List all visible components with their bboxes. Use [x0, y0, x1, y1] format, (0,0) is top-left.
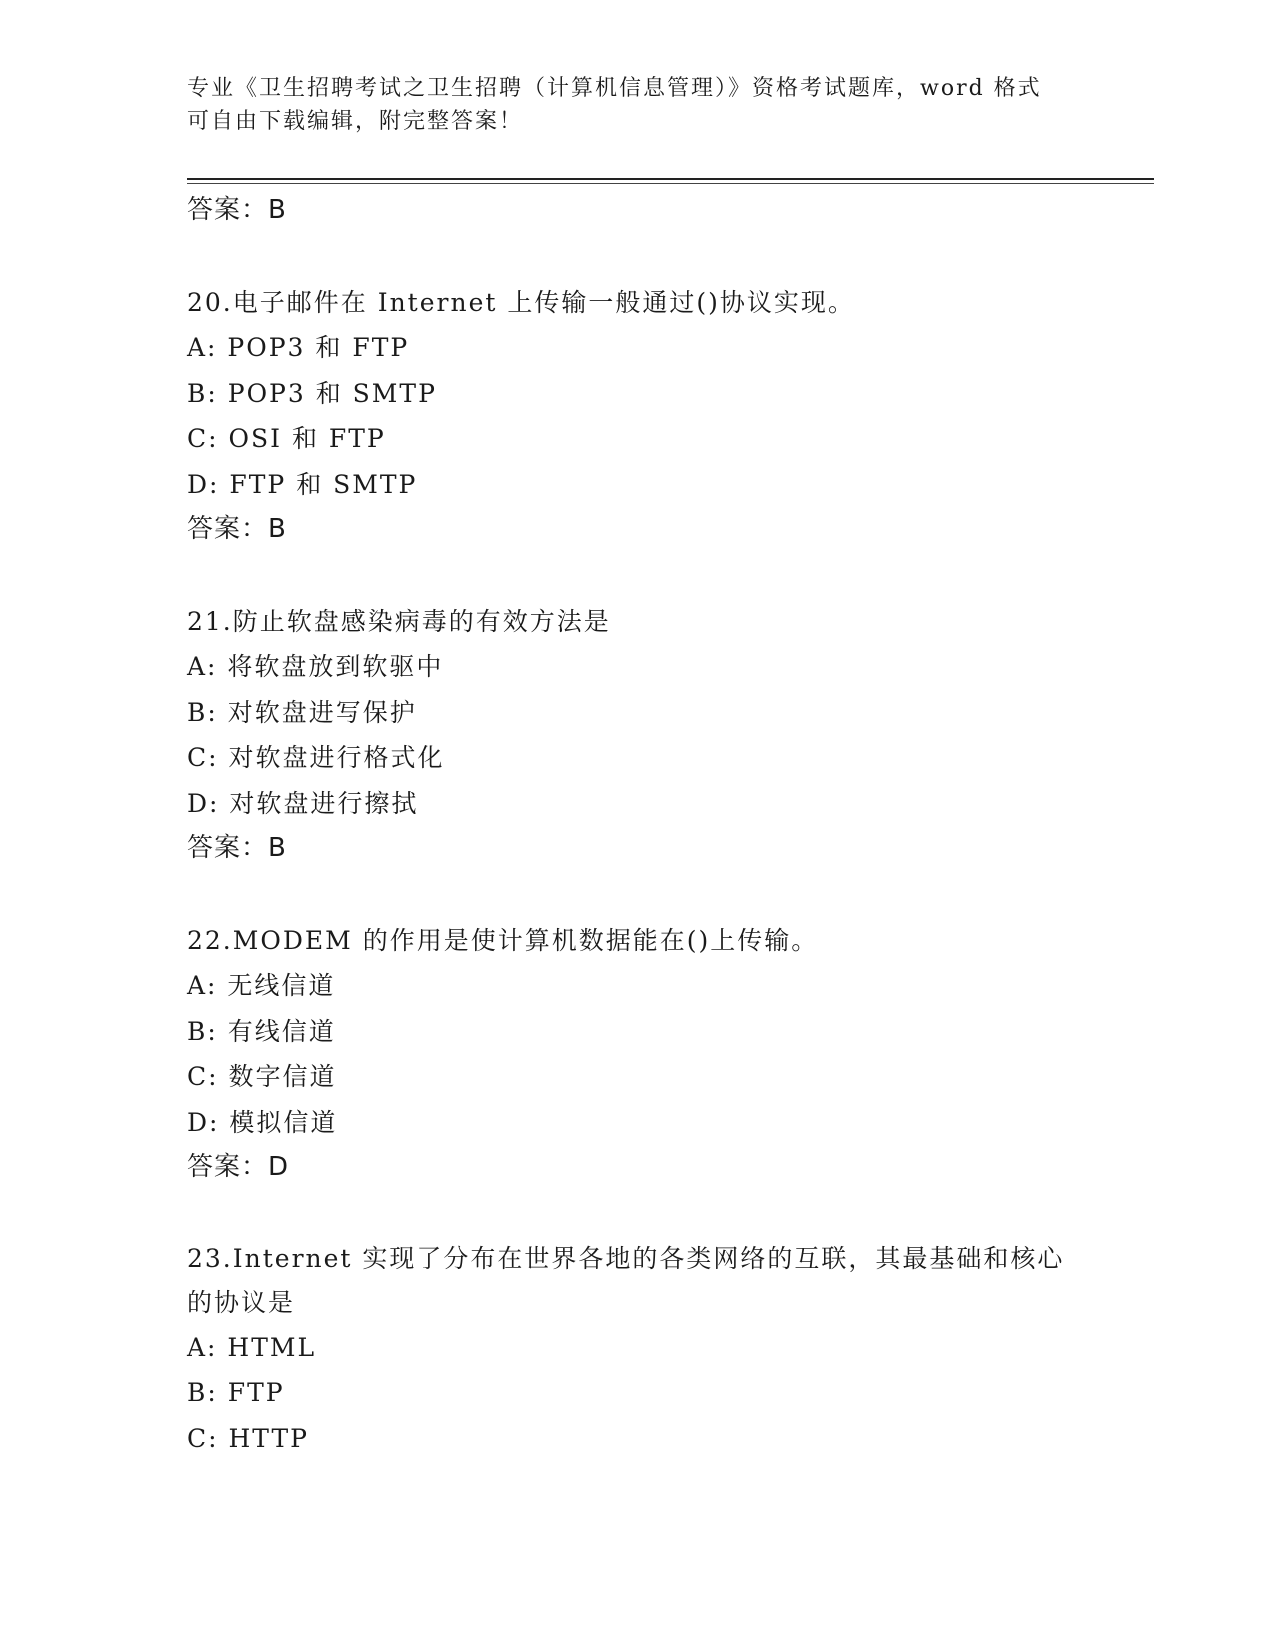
option-c: C: OSI 和 FTP — [187, 424, 386, 453]
answer-line: 答案：B — [187, 195, 287, 225]
option-c: C: 数字信道 — [187, 1062, 337, 1091]
answer-value: B — [268, 514, 287, 544]
option-b: B: POP3 和 SMTP — [187, 378, 437, 408]
answer-line: 答案：B — [187, 514, 287, 544]
question-stem: 21.防止软盘感染病毒的有效方法是 — [187, 606, 611, 636]
option-c: C: HTTP — [187, 1423, 309, 1453]
option-c: C: 对软盘进行格式化 — [187, 743, 445, 772]
option-a: A: HTML — [187, 1332, 317, 1362]
question-stem: 23.Internet 实现了分布在世界各地的各类网络的互联，其最基础和核心的协议是 — [187, 1243, 1065, 1317]
option-b: B: 对软盘进写保护 — [187, 697, 417, 727]
header-rule-thin — [187, 183, 1154, 184]
header-line-2: 可自由下载编辑，附完整答案！ — [187, 109, 524, 134]
option-d: D: 模拟信道 — [187, 1107, 338, 1137]
option-a: A: 无线信道 — [187, 971, 336, 1000]
answer-value: B — [268, 833, 287, 863]
question-stem: 22.MODEM 的作用是使计算机数据能在()上传输。 — [187, 925, 819, 955]
option-a: A: 将软盘放到软驱中 — [187, 652, 444, 681]
option-b: B: FTP — [187, 1378, 285, 1407]
option-a: A: POP3 和 FTP — [187, 333, 410, 362]
answer-line: 答案：B — [187, 833, 287, 863]
answer-value: D — [268, 1152, 290, 1182]
header-line-1: 专业《卫生招聘考试之卫生招聘（计算机信息管理）》资格考试题库，word 格式 — [187, 76, 1042, 101]
option-b: B: 有线信道 — [187, 1016, 336, 1046]
document-header — [187, 72, 1067, 138]
option-d: D: FTP 和 SMTP — [187, 469, 418, 499]
question-stem: 20.电子邮件在 Internet 上传输一般通过()协议实现。 — [187, 287, 855, 317]
header-rule-thick — [187, 178, 1154, 180]
option-d: D: 对软盘进行擦拭 — [187, 788, 419, 818]
answer-line: 答案：D — [187, 1152, 290, 1182]
question-list — [187, 188, 1087, 1461]
answer-value: B — [268, 195, 287, 225]
